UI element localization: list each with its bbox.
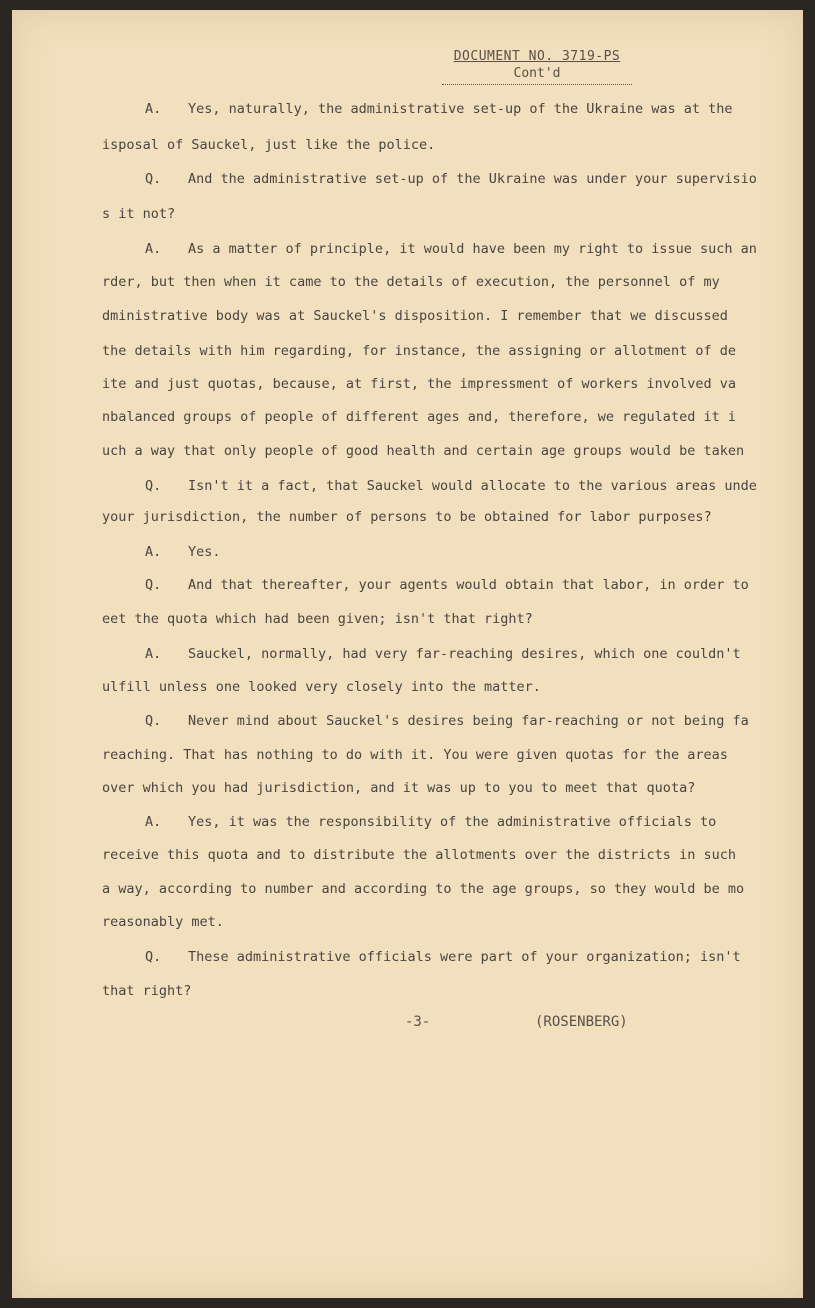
line-text: the details with him regarding, for instance, the assigning or allotment of de: [102, 343, 736, 359]
line-text: dministrative body was at Sauckel's disposition. I remember that we discussed: [102, 308, 728, 324]
witness-name: (ROSENBERG): [535, 1014, 628, 1030]
transcript-body: [12, 98, 803, 1018]
transcript-line: [102, 911, 762, 933]
line-text: ite and just quotas, because, at first, the impressment of workers involved va: [102, 376, 736, 392]
speaker-tag: A.: [145, 646, 162, 662]
line-text: These administrative officials were part of your organization; isn't: [188, 949, 741, 965]
speaker-tag: Q.: [145, 478, 162, 494]
line-text: Yes, naturally, the administrative set-up of the Ukraine was at the: [188, 101, 733, 117]
transcript-line: [102, 305, 762, 327]
transcript-line: [145, 811, 762, 833]
transcript-line: [145, 98, 762, 120]
line-text: Isn't it a fact, that Sauckel would allocate to the various areas unde: [188, 478, 757, 494]
transcript-line: [145, 574, 762, 596]
speaker-tag: Q.: [145, 713, 162, 729]
transcript-line: [145, 541, 762, 563]
transcript-line: [102, 134, 762, 156]
line-text: rder, but then when it came to the details of execution, the personnel of my: [102, 274, 720, 290]
continued-label: Cont'd: [442, 65, 632, 85]
transcript-line: [102, 777, 762, 799]
speaker-tag: A.: [145, 241, 162, 257]
line-text: receive this quota and to distribute the allotments over the districts in such: [102, 847, 736, 863]
transcript-line: [102, 406, 762, 428]
line-text: over which you had jurisdiction, and it was up to you to meet that quota?: [102, 780, 696, 796]
line-text: ulfill unless one looked very closely into the matter.: [102, 679, 541, 695]
line-text: eet the quota which had been given; isn't that right?: [102, 611, 533, 627]
speaker-tag: A.: [145, 101, 162, 117]
transcript-line: [102, 340, 762, 362]
speaker-tag: A.: [145, 544, 162, 560]
transcript-line: [102, 271, 762, 293]
line-text: reasonably met.: [102, 914, 224, 930]
line-text: Yes, it was the responsibility of the administrative officials to: [188, 814, 717, 830]
speaker-tag: Q.: [145, 171, 162, 187]
line-text: uch a way that only people of good health and certain age groups would be taken: [102, 443, 745, 459]
transcript-line: [102, 506, 762, 528]
document-page: [12, 10, 803, 1298]
transcript-line: [102, 878, 762, 900]
speaker-tag: Q.: [145, 949, 162, 965]
line-text: And the administrative set-up of the Ukraine was under your supervisio: [188, 171, 757, 187]
transcript-line: [102, 203, 762, 225]
transcript-line: [102, 844, 762, 866]
line-text: reaching. That has nothing to do with it. You were given quotas for the areas: [102, 747, 728, 763]
line-text: nbalanced groups of people of different ages and, therefore, we regulated it i: [102, 409, 736, 425]
line-text: And that thereafter, your agents would obtain that labor, in order to: [188, 577, 749, 593]
transcript-line: [102, 373, 762, 395]
transcript-line: [102, 676, 762, 698]
line-text: Never mind about Sauckel's desires being far-reaching or not being fa: [188, 713, 749, 729]
transcript-line: [145, 643, 762, 665]
document-number: DOCUMENT NO. 3719-PS: [453, 49, 621, 64]
line-text: Yes.: [188, 544, 221, 560]
line-text: that right?: [102, 983, 192, 999]
line-text: As a matter of principle, it would have been my right to issue such an: [188, 241, 757, 257]
line-text: a way, according to number and according to the age groups, so they would be mo: [102, 881, 745, 897]
transcript-line: [102, 980, 762, 1002]
line-text: Sauckel, normally, had very far-reaching desires, which one couldn't: [188, 646, 741, 662]
transcript-line: [102, 608, 762, 630]
line-text: isposal of Sauckel, just like the police.: [102, 137, 436, 153]
transcript-line: [145, 168, 762, 190]
transcript-line: [145, 475, 762, 497]
line-text: your jurisdiction, the number of persons to be obtained for labor purposes?: [102, 509, 712, 525]
speaker-tag: A.: [145, 814, 162, 830]
line-text: s it not?: [102, 206, 176, 222]
transcript-line: [102, 440, 762, 462]
document-header: [442, 48, 632, 85]
transcript-line: [102, 744, 762, 766]
speaker-tag: Q.: [145, 577, 162, 593]
transcript-line: [145, 946, 762, 968]
transcript-line: [145, 710, 762, 732]
page-number: -3-: [405, 1014, 431, 1030]
transcript-line: [145, 238, 762, 260]
